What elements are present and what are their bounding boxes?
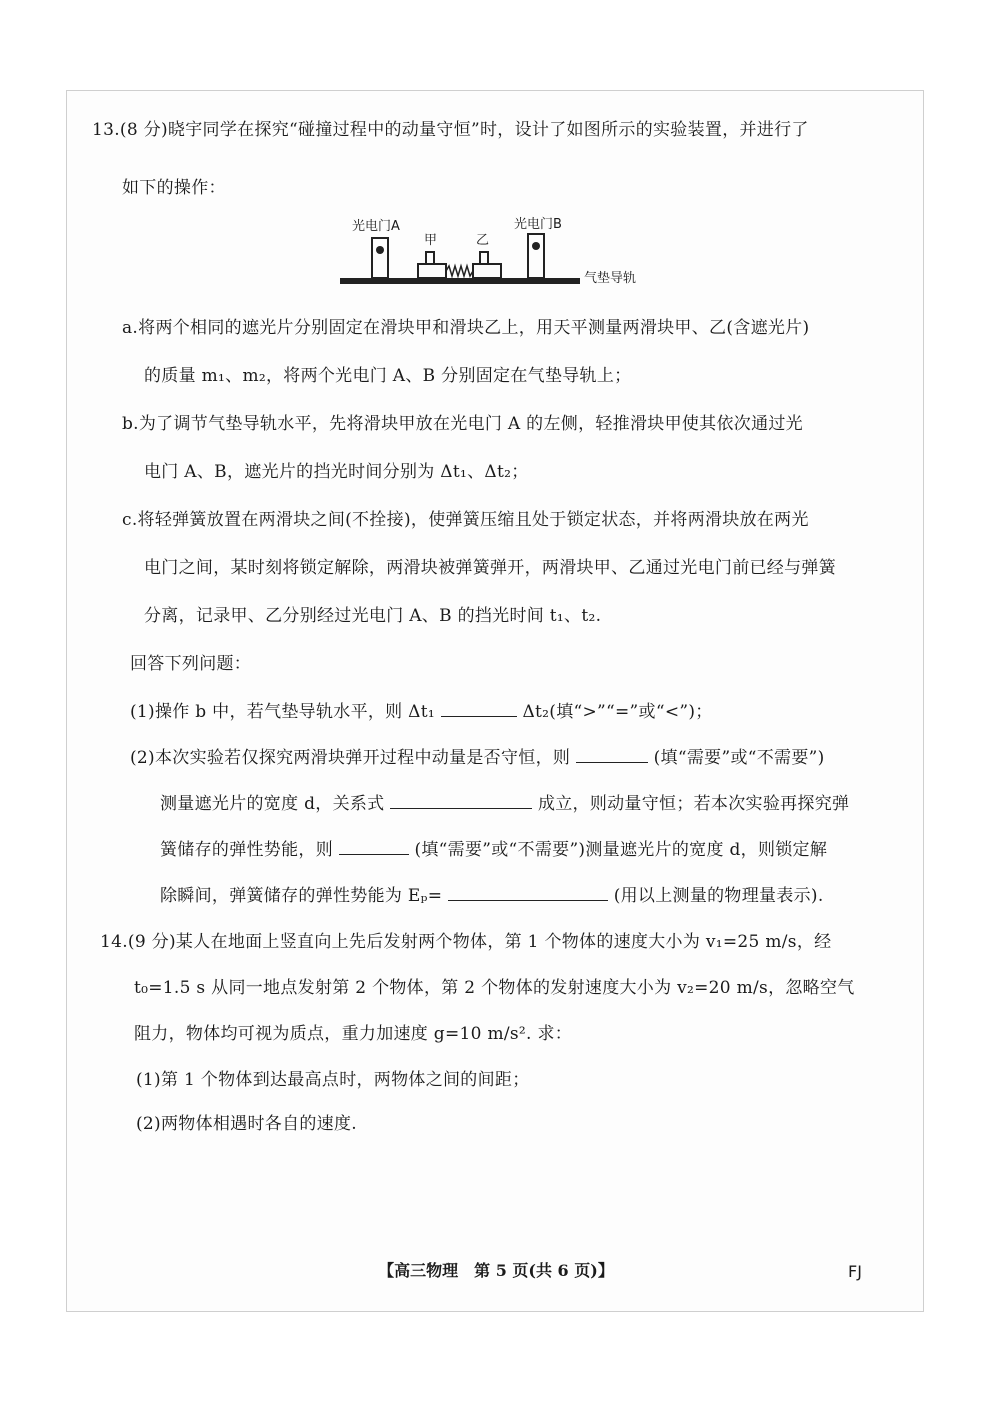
q13-step-a-2: 的质量 m₁、m₂，将两个光电门 A、B 分别固定在气垫导轨上；: [144, 366, 632, 386]
q13-part-2-blank-1[interactable]: [576, 744, 648, 763]
q13-step-c-1: c.将轻弹簧放置在两滑块之间(不拴接)，使弹簧压缩且处于锁定状态，并将两滑块放在两光: [122, 510, 809, 530]
page-footer-label: 【高三物理 第 5 页(共 6 页)】: [378, 1261, 614, 1280]
q14-line-3: 阻力，物体均可视为质点，重力加速度 g=10 m/s². 求：: [134, 1024, 573, 1044]
q13-answer-intro: 回答下列问题：: [130, 654, 252, 674]
air-track-diagram: [338, 208, 658, 292]
q13-part-2-blank-2[interactable]: [390, 790, 532, 809]
block-yi-label: 乙: [476, 233, 490, 248]
q13-part-2-line-3-suffix: (填“需要”或“不需要”)测量遮光片的宽度 d，则锁定解: [414, 840, 828, 860]
q13-step-a-1: a.将两个相同的遮光片分别固定在滑块甲和滑块乙上，用天平测量两滑块甲、乙(含遮光片): [122, 318, 810, 338]
air-track-label: 气垫导轨: [584, 271, 637, 286]
q13-part-2-line-4-prefix: 除瞬间，弹簧储存的弹性势能为 Eₚ=: [160, 886, 443, 906]
q13-step-b-1: b.为了调节气垫导轨水平，先将滑块甲放在光电门 A 的左侧，轻推滑块甲使其依次通过光: [122, 414, 803, 434]
block-yi-shutter: [480, 252, 488, 264]
gate-b-shape: [528, 234, 544, 278]
q13-part-2-line-1-suffix: (填“需要”或“不需要”): [653, 748, 825, 768]
q14-line-2: t₀=1.5 s 从同一地点发射第 2 个物体，第 2 个物体的发射速度大小为 v₂=20 m/s，忽略空气: [134, 978, 855, 998]
q13-part-2-line-1-prefix: (2)本次实验若仅探究两滑块弹开过程中动量是否守恒，则: [130, 748, 571, 768]
q13-part-2-line-3: [160, 836, 827, 862]
q13-step-c-3: 分离，记录甲、乙分别经过光电门 A、B 的挡光时间 t₁、t₂.: [144, 606, 602, 626]
q13-part-2-blank-4[interactable]: [448, 882, 608, 901]
q13-part-2-line-4: [160, 882, 824, 908]
spring: [446, 266, 473, 276]
block-jia-shutter: [426, 252, 434, 264]
gate-b-label: 光电门B: [514, 217, 562, 232]
q13-part-2-line-1: [130, 744, 825, 770]
gate-b-sensor: [532, 242, 540, 250]
q14-subquestion-2: (2)两物体相遇时各自的速度.: [136, 1114, 357, 1134]
q13-part-1: [130, 698, 713, 724]
q13-line-1: 13.(8 分)晓宇同学在探究“碰撞过程中的动量守恒”时，设计了如图所示的实验装置，并进行了: [92, 120, 809, 140]
q13-part-1-blank[interactable]: [441, 698, 517, 717]
q13-line-2: 如下的操作：: [122, 178, 226, 198]
q13-part-2-line-2: [160, 790, 849, 816]
block-yi-shape: [473, 264, 501, 278]
q13-part-2-line-4-suffix: (用以上测量的物理量表示).: [613, 886, 824, 906]
block-jia-shape: [418, 264, 446, 278]
block-jia-label: 甲: [424, 233, 438, 248]
q13-part-1-suffix: Δt₂(填“>”“=”或“<”)；: [522, 702, 713, 722]
q13-part-2-blank-3[interactable]: [339, 836, 409, 855]
gate-a-shape: [372, 238, 388, 278]
gate-a-sensor: [376, 246, 384, 254]
q13-part-2-line-2-suffix: 成立，则动量守恒；若本次实验再探究弹: [537, 794, 850, 814]
q13-step-b-2: 电门 A、B，遮光片的挡光时间分别为 Δt₁、Δt₂；: [144, 462, 529, 482]
q13-part-1-prefix: (1)操作 b 中，若气垫导轨水平，则 Δt₁: [130, 702, 435, 722]
q14-subquestion-1: (1)第 1 个物体到达最高点时，两物体之间的间距；: [136, 1070, 530, 1090]
q13-step-c-2: 电门之间，某时刻将锁定解除，两滑块被弹簧弹开，两滑块甲、乙通过光电门前已经与弹簧: [144, 558, 836, 578]
q13-part-2-line-2-prefix: 测量遮光片的宽度 d，关系式: [160, 794, 385, 814]
q14-line-1: 14.(9 分)某人在地面上竖直向上先后发射两个物体，第 1 个物体的速度大小为 v₁=25 m/s，经: [100, 932, 832, 952]
gate-a-label: 光电门A: [352, 219, 400, 234]
q13-part-2-line-3-prefix: 簧储存的弹性势能，则: [160, 840, 333, 860]
page-footer-code: FJ: [848, 1262, 862, 1281]
